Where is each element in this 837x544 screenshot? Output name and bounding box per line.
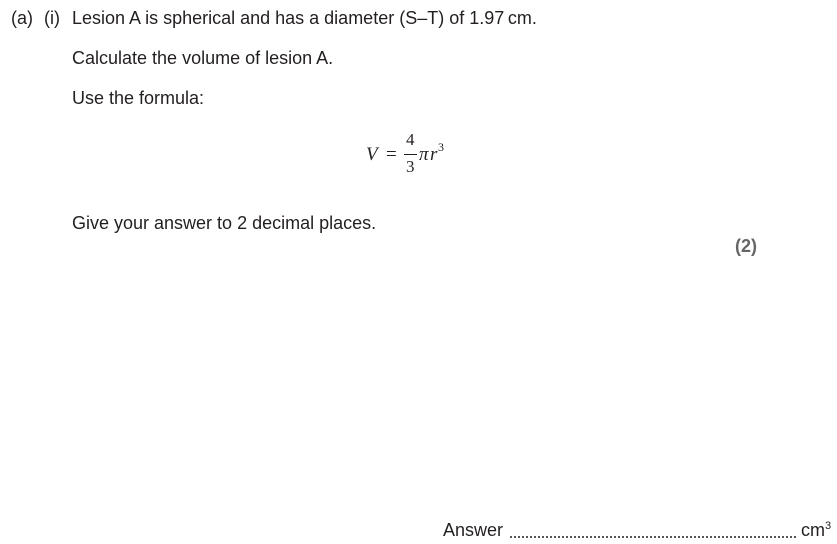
formula-lhs: V: [366, 144, 378, 165]
formula-variable: r: [430, 144, 438, 165]
part-label: (a): [11, 8, 33, 28]
answer-line[interactable]: [510, 536, 796, 538]
answer-label: Answer: [443, 520, 504, 540]
question-instruction: Calculate the volume of lesion A.: [72, 48, 334, 68]
answer-unit: [801, 519, 831, 541]
volume-formula: [366, 130, 466, 180]
formula-equals: =: [386, 144, 397, 165]
subpart-label: (i): [44, 8, 60, 28]
fraction-bar: [404, 154, 417, 155]
formula-numerator: 4: [406, 130, 415, 149]
question-statement: Lesion A is spherical and has a diameter (S–T) of 1.97 cm.: [72, 8, 537, 28]
formula-exponent: 3: [438, 140, 444, 154]
unit-exponent: 3: [825, 520, 832, 532]
precision-note: Give your answer to 2 decimal places.: [72, 213, 377, 233]
formula-intro: Use the formula:: [72, 88, 205, 108]
formula-denominator: 3: [406, 157, 415, 176]
formula-pi: π: [419, 144, 429, 165]
marks-badge: (2): [735, 236, 757, 256]
unit-base: cm: [801, 520, 825, 540]
